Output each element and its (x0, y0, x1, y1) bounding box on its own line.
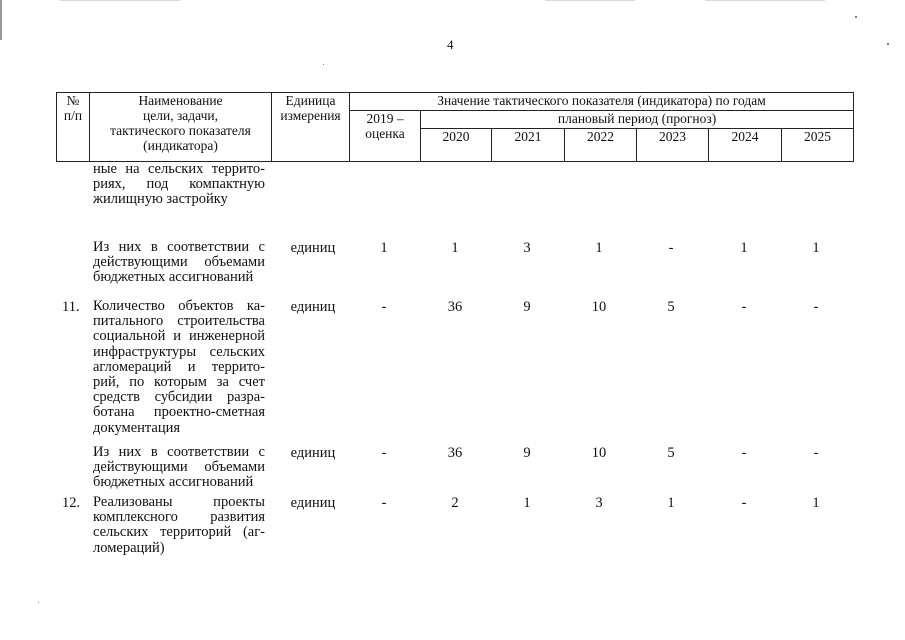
value-2019: - (381, 445, 387, 461)
value-2021: 9 (523, 299, 531, 315)
scan-speck (323, 64, 324, 65)
scan-edge-left (0, 0, 2, 40)
value-2021: 3 (523, 240, 531, 256)
row-description: Количество объектов ка- питального строительства социальной и инженерной инфраструктуры сельских агломераций и террито- рий, по которым за счет средств субсидии разра- ботана проектно-сметная документация (93, 298, 265, 436)
header-year: 2023 (637, 129, 709, 162)
page-number: 4 (447, 37, 454, 52)
header-year: 2020 (421, 129, 492, 162)
scan-edge-top (705, 0, 825, 1)
value-2024: - (741, 299, 747, 315)
value-2022: 1 (595, 240, 603, 256)
value-2023: 5 (667, 299, 675, 315)
header-col-name: Наименование цели, задачи, тактического показателя (индикатора) (90, 93, 272, 162)
header-year: 2022 (565, 129, 637, 162)
value-2020: 36 (447, 299, 463, 315)
value-2023: 1 (667, 495, 675, 511)
value-2025: - (813, 299, 819, 315)
value-2019: - (381, 495, 387, 511)
scan-speck (38, 602, 39, 603)
row-number: 11. (62, 299, 80, 315)
row-description: Из них в соответствии с действующими объемами бюджетных ассигнований (93, 444, 265, 491)
header-year-base: 2019 – оценка (350, 111, 421, 162)
header-planned-period: плановый период (прогноз) (421, 111, 854, 129)
header-values-title: Значение тактического показателя (индикатора) по годам (350, 93, 854, 111)
scan-edge-top (60, 0, 180, 1)
value-2020: 2 (451, 495, 459, 511)
value-2019: 1 (380, 240, 388, 256)
value-2020: 36 (447, 445, 463, 461)
value-2024: - (741, 445, 747, 461)
value-2021: 9 (523, 445, 531, 461)
value-2024: 1 (740, 240, 748, 256)
value-2019: - (381, 299, 387, 315)
scan-speck (887, 43, 889, 45)
scan-speck (855, 16, 857, 18)
row-unit: единиц (290, 299, 336, 315)
row-number: 12. (62, 495, 81, 511)
table-header (56, 92, 854, 162)
value-2023: - (668, 240, 674, 256)
row-description: Реализованы проекты комплексного развития сельских территорий (аг- ломераций) (93, 494, 265, 556)
row-description: Из них в соответствии с действующими объемами бюджетных ассигнований (93, 239, 265, 286)
value-2020: 1 (451, 240, 459, 256)
header-year: 2025 (782, 129, 854, 162)
header-col-unit: Единица измерения (272, 93, 350, 162)
value-2025: - (813, 445, 819, 461)
row-unit: единиц (290, 445, 336, 461)
row-unit: единиц (290, 495, 336, 511)
row-unit: единиц (290, 240, 336, 256)
value-2025: 1 (812, 495, 820, 511)
value-2021: 1 (523, 495, 531, 511)
value-2024: - (741, 495, 747, 511)
value-2022: 10 (591, 299, 607, 315)
value-2022: 10 (591, 445, 607, 461)
value-2022: 3 (595, 495, 603, 511)
header-year: 2021 (492, 129, 565, 162)
row-description: ные на сельских террито- риях, под компактную жилищную застройку (93, 161, 265, 208)
value-2025: 1 (812, 240, 820, 256)
header-col-number: № п/п (57, 93, 90, 162)
scan-edge-top (545, 0, 635, 1)
value-2023: 5 (667, 445, 675, 461)
header-year: 2024 (709, 129, 782, 162)
